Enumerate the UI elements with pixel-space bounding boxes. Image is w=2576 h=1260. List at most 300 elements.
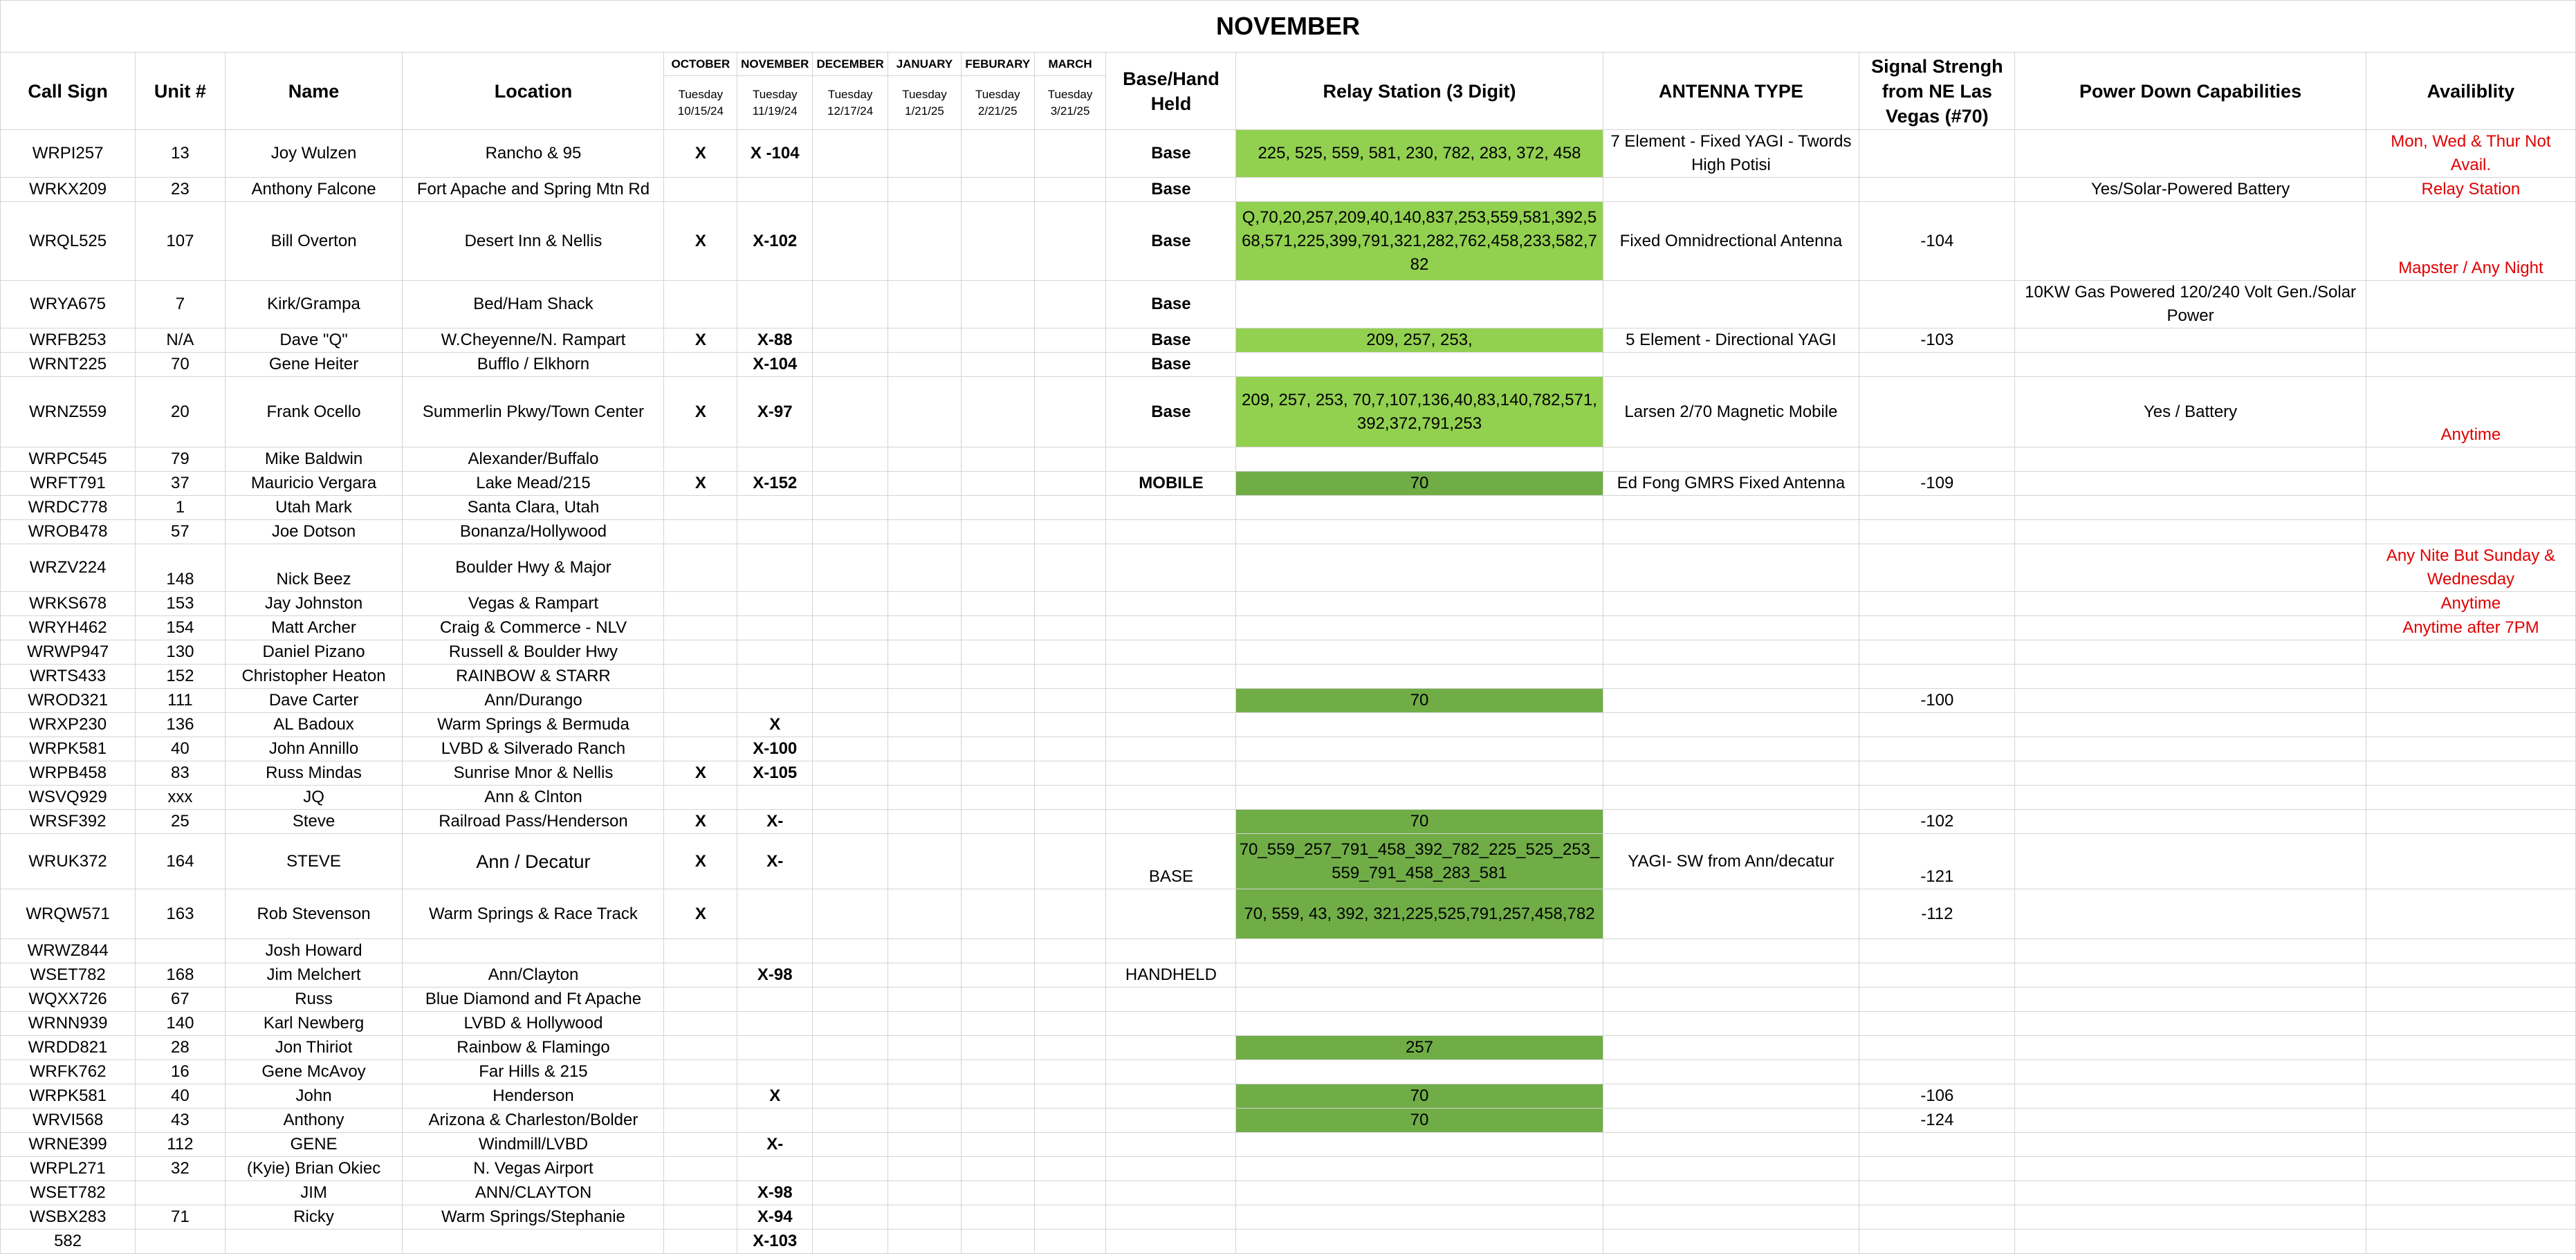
january-cell[interactable] [888, 616, 962, 640]
unit-cell[interactable]: 40 [136, 1084, 225, 1109]
march-cell[interactable] [1034, 472, 1106, 496]
december-cell[interactable] [813, 447, 888, 472]
january-cell[interactable] [888, 1157, 962, 1181]
relay-station-cell[interactable] [1236, 988, 1603, 1012]
base-hand-cell[interactable] [1106, 810, 1236, 834]
relay-station-cell[interactable] [1236, 592, 1603, 616]
feburary-cell[interactable] [961, 1230, 1034, 1254]
march-cell[interactable] [1034, 1109, 1106, 1133]
signal-strength-cell[interactable] [1859, 447, 2015, 472]
power-down-cell[interactable] [2015, 202, 2366, 281]
availability-cell[interactable] [2366, 834, 2575, 889]
base-hand-cell[interactable] [1106, 786, 1236, 810]
december-cell[interactable] [813, 963, 888, 988]
feburary-cell[interactable] [961, 665, 1034, 689]
power-down-cell[interactable] [2015, 737, 2366, 761]
october-cell[interactable] [664, 786, 737, 810]
unit-cell[interactable]: 130 [136, 640, 225, 665]
signal-strength-cell[interactable] [1859, 963, 2015, 988]
antenna-type-cell[interactable] [1603, 1109, 1859, 1133]
call-sign-cell[interactable]: WQXX726 [1, 988, 136, 1012]
unit-cell[interactable] [136, 939, 225, 963]
unit-cell[interactable]: 57 [136, 520, 225, 544]
name-cell[interactable]: Anthony [225, 1109, 403, 1133]
december-cell[interactable] [813, 737, 888, 761]
name-cell[interactable]: Mike Baldwin [225, 447, 403, 472]
january-cell[interactable] [888, 544, 962, 592]
call-sign-cell[interactable]: WSET782 [1, 1181, 136, 1205]
base-hand-cell[interactable] [1106, 1157, 1236, 1181]
november-cell[interactable]: X-100 [737, 737, 813, 761]
november-cell[interactable] [737, 1109, 813, 1133]
unit-cell[interactable]: 13 [136, 130, 225, 178]
feburary-cell[interactable] [961, 1060, 1034, 1084]
feburary-cell[interactable] [961, 988, 1034, 1012]
base-hand-cell[interactable]: Base [1106, 130, 1236, 178]
unit-cell[interactable]: 148 [136, 544, 225, 592]
call-sign-cell[interactable]: WRWZ844 [1, 939, 136, 963]
unit-cell[interactable]: N/A [136, 328, 225, 353]
base-hand-cell[interactable]: HANDHELD [1106, 963, 1236, 988]
relay-station-cell[interactable] [1236, 1060, 1603, 1084]
march-cell[interactable] [1034, 544, 1106, 592]
january-cell[interactable] [888, 939, 962, 963]
power-down-cell[interactable]: Yes / Battery [2015, 377, 2366, 447]
december-cell[interactable] [813, 713, 888, 737]
call-sign-cell[interactable]: WRFK762 [1, 1060, 136, 1084]
header-month-october[interactable]: OCTOBER [664, 53, 737, 76]
availability-cell[interactable]: Relay Station [2366, 178, 2575, 202]
header-antenna-type[interactable]: ANTENNA TYPE [1603, 53, 1859, 130]
power-down-cell[interactable] [2015, 665, 2366, 689]
base-hand-cell[interactable] [1106, 737, 1236, 761]
november-cell[interactable] [737, 786, 813, 810]
march-cell[interactable] [1034, 939, 1106, 963]
november-cell[interactable]: X- [737, 1133, 813, 1157]
name-cell[interactable]: Josh Howard [225, 939, 403, 963]
location-cell[interactable]: Warm Springs/Stephanie [403, 1205, 664, 1230]
antenna-type-cell[interactable] [1603, 1133, 1859, 1157]
november-cell[interactable] [737, 640, 813, 665]
feburary-cell[interactable] [961, 640, 1034, 665]
location-cell[interactable]: LVBD & Silverado Ranch [403, 737, 664, 761]
availability-cell[interactable] [2366, 689, 2575, 713]
power-down-cell[interactable] [2015, 353, 2366, 377]
call-sign-cell[interactable]: WRNZ559 [1, 377, 136, 447]
november-cell[interactable]: X-102 [737, 202, 813, 281]
relay-station-cell[interactable]: 70_559_257_791_458_392_782_225_525_253_559_791_458_283_581 [1236, 834, 1603, 889]
november-cell[interactable] [737, 281, 813, 328]
relay-station-cell[interactable] [1236, 761, 1603, 786]
january-cell[interactable] [888, 202, 962, 281]
header-location[interactable]: Location [403, 53, 664, 130]
location-cell[interactable]: Warm Springs & Race Track [403, 889, 664, 939]
availability-cell[interactable] [2366, 281, 2575, 328]
antenna-type-cell[interactable] [1603, 1157, 1859, 1181]
availability-cell[interactable] [2366, 1230, 2575, 1254]
january-cell[interactable] [888, 1181, 962, 1205]
october-cell[interactable] [664, 1133, 737, 1157]
power-down-cell[interactable] [2015, 713, 2366, 737]
location-cell[interactable]: Warm Springs & Bermuda [403, 713, 664, 737]
unit-cell[interactable]: 163 [136, 889, 225, 939]
antenna-type-cell[interactable] [1603, 939, 1859, 963]
feburary-cell[interactable] [961, 281, 1034, 328]
location-cell[interactable]: Fort Apache and Spring Mtn Rd [403, 178, 664, 202]
power-down-cell[interactable] [2015, 988, 2366, 1012]
call-sign-cell[interactable]: WRKS678 [1, 592, 136, 616]
call-sign-cell[interactable]: WRQW571 [1, 889, 136, 939]
signal-strength-cell[interactable] [1859, 496, 2015, 520]
availability-cell[interactable] [2366, 496, 2575, 520]
name-cell[interactable]: GENE [225, 1133, 403, 1157]
october-cell[interactable] [664, 939, 737, 963]
october-cell[interactable] [664, 447, 737, 472]
unit-cell[interactable]: 20 [136, 377, 225, 447]
december-cell[interactable] [813, 889, 888, 939]
antenna-type-cell[interactable] [1603, 810, 1859, 834]
relay-station-cell[interactable] [1236, 640, 1603, 665]
signal-strength-cell[interactable] [1859, 1133, 2015, 1157]
location-cell[interactable]: LVBD & Hollywood [403, 1012, 664, 1036]
relay-station-cell[interactable] [1236, 963, 1603, 988]
unit-cell[interactable]: 111 [136, 689, 225, 713]
january-cell[interactable] [888, 1109, 962, 1133]
january-cell[interactable] [888, 178, 962, 202]
call-sign-cell[interactable]: WSVQ929 [1, 786, 136, 810]
name-cell[interactable]: Bill Overton [225, 202, 403, 281]
power-down-cell[interactable] [2015, 810, 2366, 834]
antenna-type-cell[interactable] [1603, 988, 1859, 1012]
signal-strength-cell[interactable] [1859, 1230, 2015, 1254]
header-date-march[interactable] [1034, 76, 1106, 130]
location-cell[interactable]: Henderson [403, 1084, 664, 1109]
name-cell[interactable]: Joy Wulzen [225, 130, 403, 178]
call-sign-cell[interactable]: WRPK581 [1, 1084, 136, 1109]
feburary-cell[interactable] [961, 786, 1034, 810]
december-cell[interactable] [813, 640, 888, 665]
october-cell[interactable]: X [664, 130, 737, 178]
january-cell[interactable] [888, 713, 962, 737]
november-cell[interactable]: X-104 [737, 353, 813, 377]
feburary-cell[interactable] [961, 713, 1034, 737]
header-unit[interactable]: Unit # [136, 53, 225, 130]
feburary-cell[interactable] [961, 496, 1034, 520]
availability-cell[interactable]: Anytime [2366, 377, 2575, 447]
relay-station-cell[interactable]: 209, 257, 253, 70,7,107,136,40,83,140,782,571,392,372,791,253 [1236, 377, 1603, 447]
relay-station-cell[interactable]: 225, 525, 559, 581, 230, 782, 283, 372, 458 [1236, 130, 1603, 178]
october-cell[interactable]: X [664, 472, 737, 496]
availability-cell[interactable] [2366, 988, 2575, 1012]
power-down-cell[interactable] [2015, 447, 2366, 472]
relay-station-cell[interactable] [1236, 178, 1603, 202]
january-cell[interactable] [888, 496, 962, 520]
location-cell[interactable]: Rancho & 95 [403, 130, 664, 178]
call-sign-cell[interactable]: WRQL525 [1, 202, 136, 281]
november-cell[interactable]: X- [737, 810, 813, 834]
january-cell[interactable] [888, 353, 962, 377]
location-cell[interactable]: Desert Inn & Nellis [403, 202, 664, 281]
name-cell[interactable]: Jim Melchert [225, 963, 403, 988]
relay-station-cell[interactable]: Q,70,20,257,209,40,140,837,253,559,581,392,568,571,225,399,791,321,282,762,458,233,582,782 [1236, 202, 1603, 281]
antenna-type-cell[interactable]: 5 Element - Directional YAGI [1603, 328, 1859, 353]
unit-cell[interactable]: 168 [136, 963, 225, 988]
call-sign-cell[interactable]: WRXP230 [1, 713, 136, 737]
november-cell[interactable] [737, 1012, 813, 1036]
january-cell[interactable] [888, 1133, 962, 1157]
header-date-january[interactable] [888, 76, 962, 130]
power-down-cell[interactable] [2015, 328, 2366, 353]
antenna-type-cell[interactable] [1603, 689, 1859, 713]
header-month-feburary[interactable]: FEBURARY [961, 53, 1034, 76]
location-cell[interactable]: Lake Mead/215 [403, 472, 664, 496]
relay-station-cell[interactable] [1236, 1012, 1603, 1036]
december-cell[interactable] [813, 689, 888, 713]
december-cell[interactable] [813, 520, 888, 544]
december-cell[interactable] [813, 616, 888, 640]
signal-strength-cell[interactable] [1859, 592, 2015, 616]
call-sign-cell[interactable]: WRNE399 [1, 1133, 136, 1157]
base-hand-cell[interactable] [1106, 1181, 1236, 1205]
unit-cell[interactable]: 71 [136, 1205, 225, 1230]
feburary-cell[interactable] [961, 447, 1034, 472]
october-cell[interactable] [664, 1181, 737, 1205]
antenna-type-cell[interactable]: Larsen 2/70 Magnetic Mobile [1603, 377, 1859, 447]
name-cell[interactable]: Nick Beez [225, 544, 403, 592]
unit-cell[interactable]: 153 [136, 592, 225, 616]
antenna-type-cell[interactable] [1603, 640, 1859, 665]
call-sign-cell[interactable]: WSBX283 [1, 1205, 136, 1230]
base-hand-cell[interactable] [1106, 1012, 1236, 1036]
october-cell[interactable] [664, 544, 737, 592]
feburary-cell[interactable] [961, 689, 1034, 713]
december-cell[interactable] [813, 1012, 888, 1036]
availability-cell[interactable] [2366, 761, 2575, 786]
power-down-cell[interactable] [2015, 520, 2366, 544]
location-cell[interactable]: Summerlin Pkwy/Town Center [403, 377, 664, 447]
availability-cell[interactable] [2366, 1036, 2575, 1060]
november-cell[interactable] [737, 1157, 813, 1181]
signal-strength-cell[interactable] [1859, 786, 2015, 810]
october-cell[interactable] [664, 640, 737, 665]
march-cell[interactable] [1034, 988, 1106, 1012]
relay-station-cell[interactable]: 70 [1236, 689, 1603, 713]
november-cell[interactable] [737, 1036, 813, 1060]
location-cell[interactable]: Rainbow & Flamingo [403, 1036, 664, 1060]
call-sign-cell[interactable]: WRTS433 [1, 665, 136, 689]
december-cell[interactable] [813, 665, 888, 689]
relay-station-cell[interactable]: 70 [1236, 1109, 1603, 1133]
relay-station-cell[interactable]: 209, 257, 253, [1236, 328, 1603, 353]
call-sign-cell[interactable]: WRSF392 [1, 810, 136, 834]
name-cell[interactable]: JIM [225, 1181, 403, 1205]
december-cell[interactable] [813, 988, 888, 1012]
march-cell[interactable] [1034, 640, 1106, 665]
relay-station-cell[interactable] [1236, 665, 1603, 689]
call-sign-cell[interactable]: WRPB458 [1, 761, 136, 786]
feburary-cell[interactable] [961, 616, 1034, 640]
power-down-cell[interactable] [2015, 1205, 2366, 1230]
feburary-cell[interactable] [961, 1181, 1034, 1205]
january-cell[interactable] [888, 472, 962, 496]
call-sign-cell[interactable]: WROB478 [1, 520, 136, 544]
january-cell[interactable] [888, 1230, 962, 1254]
december-cell[interactable] [813, 544, 888, 592]
october-cell[interactable] [664, 1060, 737, 1084]
november-cell[interactable] [737, 592, 813, 616]
power-down-cell[interactable] [2015, 1060, 2366, 1084]
november-cell[interactable] [737, 665, 813, 689]
unit-cell[interactable]: 16 [136, 1060, 225, 1084]
availability-cell[interactable] [2366, 328, 2575, 353]
antenna-type-cell[interactable]: Ed Fong GMRS Fixed Antenna [1603, 472, 1859, 496]
antenna-type-cell[interactable] [1603, 1205, 1859, 1230]
antenna-type-cell[interactable] [1603, 520, 1859, 544]
base-hand-cell[interactable] [1106, 1133, 1236, 1157]
november-cell[interactable] [737, 447, 813, 472]
signal-strength-cell[interactable] [1859, 520, 2015, 544]
october-cell[interactable] [664, 616, 737, 640]
march-cell[interactable] [1034, 202, 1106, 281]
november-cell[interactable]: X-97 [737, 377, 813, 447]
march-cell[interactable] [1034, 520, 1106, 544]
location-cell[interactable]: Russell & Boulder Hwy [403, 640, 664, 665]
location-cell[interactable]: Railroad Pass/Henderson [403, 810, 664, 834]
relay-station-cell[interactable] [1236, 281, 1603, 328]
feburary-cell[interactable] [961, 1133, 1034, 1157]
unit-cell[interactable]: 32 [136, 1157, 225, 1181]
call-sign-cell[interactable]: WROD321 [1, 689, 136, 713]
unit-cell[interactable]: 25 [136, 810, 225, 834]
december-cell[interactable] [813, 353, 888, 377]
power-down-cell[interactable] [2015, 761, 2366, 786]
location-cell[interactable]: ANN/CLAYTON [403, 1181, 664, 1205]
unit-cell[interactable]: 1 [136, 496, 225, 520]
call-sign-cell[interactable]: WRNT225 [1, 353, 136, 377]
october-cell[interactable] [664, 592, 737, 616]
call-sign-cell[interactable]: WRDC778 [1, 496, 136, 520]
name-cell[interactable]: Anthony Falcone [225, 178, 403, 202]
location-cell[interactable]: Bonanza/Hollywood [403, 520, 664, 544]
november-cell[interactable]: X-105 [737, 761, 813, 786]
october-cell[interactable]: X [664, 202, 737, 281]
power-down-cell[interactable] [2015, 472, 2366, 496]
unit-cell[interactable]: 83 [136, 761, 225, 786]
name-cell[interactable]: Jon Thiriot [225, 1036, 403, 1060]
availability-cell[interactable]: Any Nite But Sunday & Wednesday [2366, 544, 2575, 592]
feburary-cell[interactable] [961, 1036, 1034, 1060]
base-hand-cell[interactable] [1106, 592, 1236, 616]
january-cell[interactable] [888, 689, 962, 713]
signal-strength-cell[interactable] [1859, 939, 2015, 963]
power-down-cell[interactable] [2015, 786, 2366, 810]
power-down-cell[interactable]: Yes/Solar-Powered Battery [2015, 178, 2366, 202]
name-cell[interactable]: Rob Stevenson [225, 889, 403, 939]
availability-cell[interactable] [2366, 963, 2575, 988]
march-cell[interactable] [1034, 1181, 1106, 1205]
power-down-cell[interactable] [2015, 496, 2366, 520]
march-cell[interactable] [1034, 1205, 1106, 1230]
call-sign-cell[interactable]: WRPC545 [1, 447, 136, 472]
location-cell[interactable]: Ann / Decatur [403, 834, 664, 889]
january-cell[interactable] [888, 1205, 962, 1230]
march-cell[interactable] [1034, 761, 1106, 786]
antenna-type-cell[interactable] [1603, 1084, 1859, 1109]
november-cell[interactable]: X-88 [737, 328, 813, 353]
name-cell[interactable]: Gene Heiter [225, 353, 403, 377]
december-cell[interactable] [813, 202, 888, 281]
base-hand-cell[interactable] [1106, 1036, 1236, 1060]
unit-cell[interactable]: 164 [136, 834, 225, 889]
january-cell[interactable] [888, 520, 962, 544]
signal-strength-cell[interactable]: -100 [1859, 689, 2015, 713]
december-cell[interactable] [813, 178, 888, 202]
base-hand-cell[interactable] [1106, 1084, 1236, 1109]
antenna-type-cell[interactable] [1603, 281, 1859, 328]
december-cell[interactable] [813, 281, 888, 328]
base-hand-cell[interactable] [1106, 616, 1236, 640]
base-hand-cell[interactable] [1106, 544, 1236, 592]
feburary-cell[interactable] [961, 202, 1034, 281]
relay-station-cell[interactable]: 70 [1236, 810, 1603, 834]
march-cell[interactable] [1034, 1012, 1106, 1036]
call-sign-cell[interactable]: WRYA675 [1, 281, 136, 328]
power-down-cell[interactable] [2015, 1181, 2366, 1205]
name-cell[interactable]: Jay Johnston [225, 592, 403, 616]
signal-strength-cell[interactable] [1859, 130, 2015, 178]
call-sign-cell[interactable]: WRDD821 [1, 1036, 136, 1060]
name-cell[interactable]: Christopher Heaton [225, 665, 403, 689]
power-down-cell[interactable] [2015, 834, 2366, 889]
october-cell[interactable] [664, 1205, 737, 1230]
signal-strength-cell[interactable]: -112 [1859, 889, 2015, 939]
october-cell[interactable] [664, 1230, 737, 1254]
antenna-type-cell[interactable] [1603, 889, 1859, 939]
call-sign-cell[interactable]: WRNN939 [1, 1012, 136, 1036]
october-cell[interactable] [664, 178, 737, 202]
antenna-type-cell[interactable] [1603, 713, 1859, 737]
march-cell[interactable] [1034, 786, 1106, 810]
power-down-cell[interactable] [2015, 1230, 2366, 1254]
location-cell[interactable] [403, 1230, 664, 1254]
location-cell[interactable]: Windmill/LVBD [403, 1133, 664, 1157]
feburary-cell[interactable] [961, 889, 1034, 939]
name-cell[interactable]: Russ Mindas [225, 761, 403, 786]
availability-cell[interactable] [2366, 713, 2575, 737]
signal-strength-cell[interactable] [1859, 1181, 2015, 1205]
base-hand-cell[interactable]: Base [1106, 328, 1236, 353]
signal-strength-cell[interactable] [1859, 377, 2015, 447]
feburary-cell[interactable] [961, 377, 1034, 447]
call-sign-cell[interactable]: WRWP947 [1, 640, 136, 665]
antenna-type-cell[interactable] [1603, 761, 1859, 786]
availability-cell[interactable] [2366, 472, 2575, 496]
january-cell[interactable] [888, 665, 962, 689]
january-cell[interactable] [888, 640, 962, 665]
november-cell[interactable]: X [737, 713, 813, 737]
feburary-cell[interactable] [961, 761, 1034, 786]
location-cell[interactable]: Bed/Ham Shack [403, 281, 664, 328]
name-cell[interactable]: Dave Carter [225, 689, 403, 713]
header-date-november[interactable] [737, 76, 813, 130]
december-cell[interactable] [813, 939, 888, 963]
january-cell[interactable] [888, 889, 962, 939]
signal-strength-cell[interactable]: -102 [1859, 810, 2015, 834]
october-cell[interactable] [664, 1036, 737, 1060]
name-cell[interactable]: Daniel Pizano [225, 640, 403, 665]
location-cell[interactable]: Sunrise Mnor & Nellis [403, 761, 664, 786]
relay-station-cell[interactable] [1236, 939, 1603, 963]
